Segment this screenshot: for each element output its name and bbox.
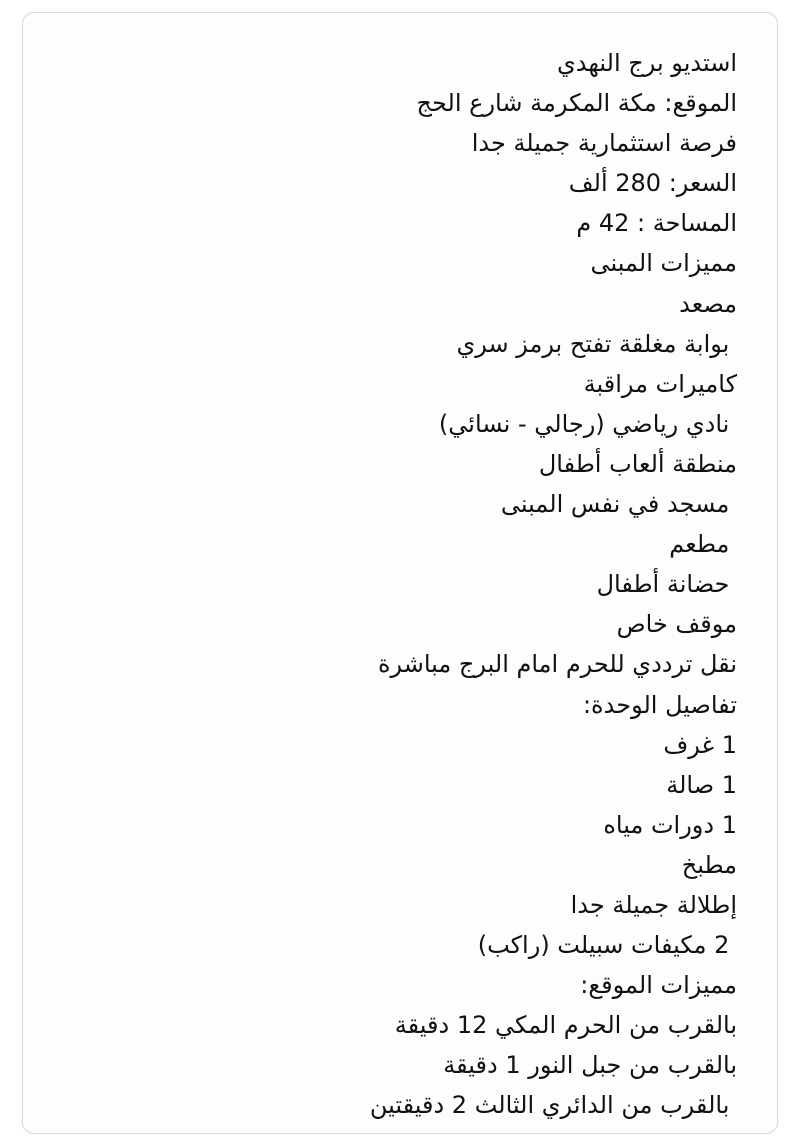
- listing-card: [22, 12, 778, 1134]
- text-line: بالقرب من جبل النور 1 دقيقة: [443, 1051, 737, 1080]
- text-line: مصعد: [679, 289, 737, 318]
- text-line: بوابة مغلقة تفتح برمز سري: [456, 329, 737, 358]
- text-line: مميزات الموقع:: [580, 971, 737, 1000]
- text-line: إطلالة جميلة جدا: [570, 890, 737, 919]
- text-line: 1 غرف: [663, 730, 737, 759]
- text-line: السعر: 280 ألف: [568, 169, 737, 198]
- listing-text: [37, 43, 737, 1126]
- text-line: نقل ترددي للحرم امام البرج مباشرة: [377, 650, 737, 679]
- text-line: 2 مكيفات سبيلت (راكب): [477, 931, 737, 960]
- text-line: منطقة ألعاب أطفال: [538, 449, 737, 478]
- text-line: مطبخ: [681, 850, 737, 879]
- text-line: مميزات المبنى: [590, 249, 737, 278]
- text-line: 1 صالة: [666, 770, 737, 799]
- text-line: موقف خاص: [616, 610, 737, 639]
- text-line: كاميرات مراقبة: [583, 369, 737, 398]
- text-line: مسجد في نفس المبنى: [500, 490, 737, 519]
- text-line: 1 دورات مياه: [603, 810, 737, 839]
- text-line: بالقرب من الدائري الثالث 2 دقيقتين: [369, 1091, 737, 1120]
- text-line: بالقرب من الحرم المكي 12 دقيقة: [394, 1011, 737, 1040]
- text-line: فرصة استثمارية جميلة جدا: [471, 129, 737, 158]
- text-line: الموقع: مكة المكرمة شارع الحج: [416, 89, 737, 118]
- text-line: تفاصيل الوحدة:: [582, 690, 737, 719]
- text-line: حضانة أطفال: [596, 570, 737, 599]
- text-line: مطعم: [669, 530, 737, 559]
- text-line: المساحة : 42 م: [576, 209, 737, 238]
- text-line: استديو برج النهدي: [556, 49, 737, 77]
- text-line: نادي رياضي (رجالي - نسائي): [438, 409, 737, 438]
